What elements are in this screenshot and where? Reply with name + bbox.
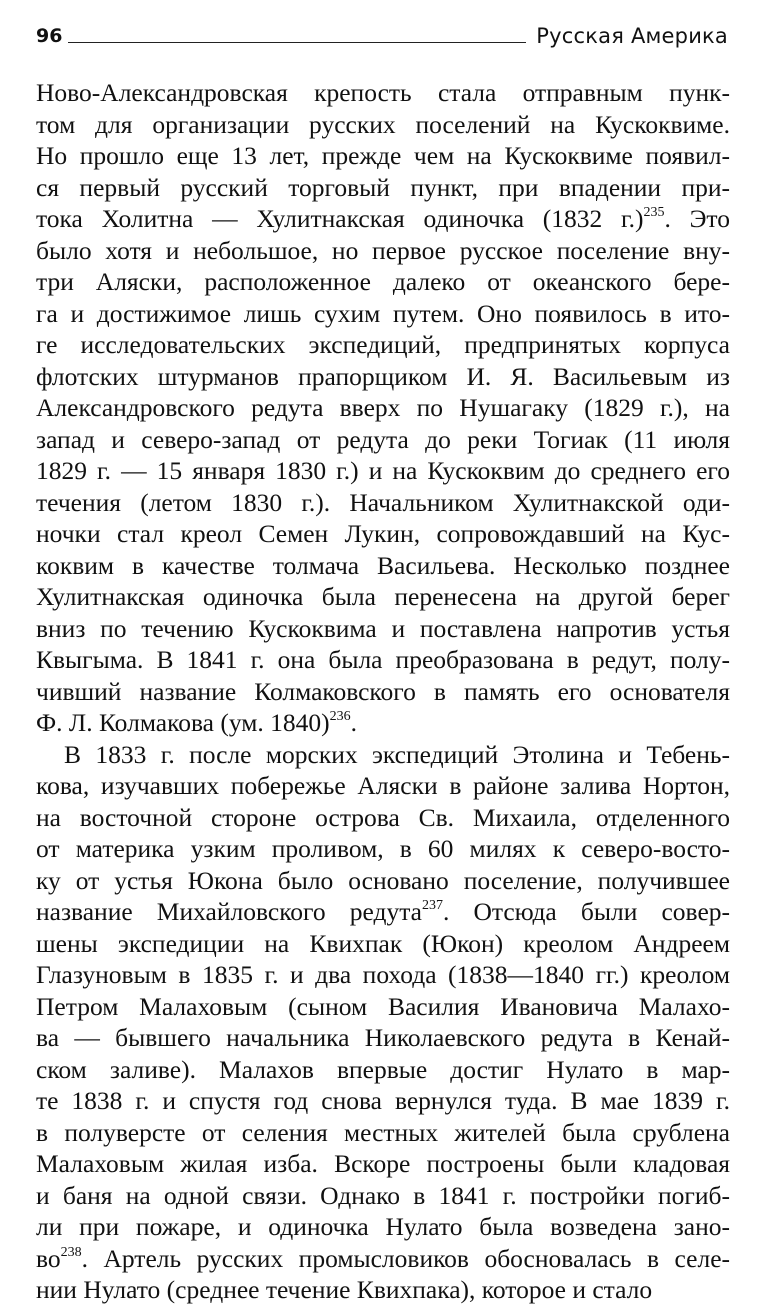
footnote-ref: 237	[421, 898, 443, 913]
line-text: ском заливе). Малахов впервые достиг Нулато в мар-	[36, 1054, 730, 1084]
text-line	[36, 140, 730, 172]
text-line	[36, 1211, 730, 1243]
text-line	[36, 172, 730, 204]
line-text-tail: . Отсюда были совер-	[442, 897, 731, 926]
line-text: название Михайловского редута	[36, 897, 422, 926]
line-text: флотских штурманов прапорщиком И. Я. Васильевым из	[36, 361, 730, 391]
line-text: ся первый русский торговый пункт, при впадении при-	[36, 172, 730, 202]
text-line	[36, 865, 730, 897]
line-text: от материка узким проливом, в 60 милях к северо-восто-	[36, 834, 730, 863]
text-line	[36, 329, 730, 361]
line-text-tail: . Артель русских промысловиков обосновалась в селе-	[81, 1243, 730, 1273]
line-text: том для организации русских поселений на Кускоквиме.	[36, 109, 730, 139]
text-line	[36, 266, 730, 298]
paragraph	[36, 77, 730, 739]
text-line	[36, 1148, 730, 1180]
line-text: В 1833 г. после морских экспедиций Этолина и Тебень-	[64, 739, 730, 769]
line-text: Но прошло еще 13 лет, прежде чем на Кускоквиме появил-	[36, 141, 730, 170]
line-text: Хулитнакская одиночка была перенесена на другой берег	[36, 582, 730, 611]
text-line	[36, 1085, 730, 1117]
text-line	[36, 361, 730, 393]
paragraph	[36, 739, 730, 1306]
text-line	[36, 1243, 730, 1275]
line-text: Ф. Л. Колмакова (ум. 1840)	[36, 708, 330, 737]
line-text: было хотя и небольшое, но первое русское поселение вну-	[36, 235, 730, 265]
text-line	[36, 802, 730, 834]
line-text: ку от устья Юкона было основано поселение, получившее	[36, 865, 730, 895]
header-rule	[68, 42, 526, 43]
text-line	[36, 1117, 730, 1149]
text-line	[36, 613, 730, 645]
text-line	[36, 676, 730, 708]
footnote-ref: 235	[643, 205, 665, 220]
line-text: во	[36, 1243, 61, 1273]
text-line	[36, 392, 730, 424]
line-text: ли при пожаре, и одиночка Нулато была возведена зано-	[36, 1212, 730, 1241]
line-text: ге исследовательских экспедиций, предпринятых корпуса	[36, 330, 730, 359]
line-text-tail: . Это	[664, 204, 730, 233]
text-line	[36, 424, 730, 456]
text-line	[36, 487, 730, 519]
line-text: те 1838 г. и спустя год снова вернулся туда. В мае 1839 г.	[36, 1086, 730, 1115]
text-line	[36, 77, 730, 109]
line-text: на восточной стороне острова Св. Михаила, отделенного	[36, 802, 730, 832]
line-text: течения (летом 1830 г.). Начальником Хулитнакской оди-	[36, 487, 730, 517]
line-text: Александровского редута вверх по Нушагаку (1829 г.), на	[36, 393, 730, 422]
line-text: нии Нулато (среднее течение Квихпака), которое и стало	[36, 1275, 653, 1304]
page-number: 96	[36, 25, 63, 47]
line-text: Малаховым жилая изба. Вскоре построены были кладовая	[36, 1149, 730, 1178]
line-text: вниз по течению Кускоквима и поставлена напротив устья	[36, 613, 730, 643]
line-text: га и достижимое лишь сухим путем. Оно появилось в ито-	[36, 298, 730, 328]
text-line	[36, 109, 730, 141]
line-text: в полуверсте от селения местных жителей была срублена	[36, 1117, 730, 1147]
text-line	[36, 1022, 730, 1054]
text-line	[36, 1180, 730, 1212]
text-line	[36, 707, 730, 739]
text-line	[36, 644, 730, 676]
line-text: чивший название Колмаковского в память его основателя	[36, 676, 730, 706]
running-head	[36, 18, 728, 48]
line-text: 1829 г. — 15 января 1830 г.) и на Кускоквим до среднего его	[36, 456, 730, 485]
text-line	[36, 1054, 730, 1086]
text-line	[36, 739, 730, 771]
text-line	[36, 298, 730, 330]
line-text: Петром Малаховым (сыном Василия Ивановича Малахо-	[36, 991, 730, 1021]
text-line	[36, 550, 730, 582]
footnote-ref: 236	[329, 709, 351, 724]
text-line	[36, 991, 730, 1023]
body-text	[36, 77, 730, 1306]
text-line	[36, 770, 730, 802]
line-text: Ново-Александровская крепость стала отправным пунк-	[36, 78, 730, 107]
running-title: Русская Америка	[536, 24, 728, 48]
line-text: ва — бывшего начальника Николаевского редута в Кенай-	[36, 1023, 730, 1052]
text-line	[36, 1274, 730, 1306]
text-line	[36, 928, 730, 960]
text-line	[36, 833, 730, 865]
line-text: запад и северо-запад от редута до реки Тогиак (11 июля	[36, 424, 730, 454]
text-line	[36, 581, 730, 613]
line-text: и баня на одной связи. Однако в 1841 г. постройки погиб-	[36, 1180, 730, 1210]
text-line	[36, 455, 730, 487]
line-text: кова, изучавших побережье Аляски в районе залива Нортон,	[36, 771, 730, 800]
line-text: шены экспедиции на Квихпак (Юкон) креолом Андреем	[36, 928, 730, 958]
text-line	[36, 959, 730, 991]
footnote-ref: 238	[60, 1244, 82, 1260]
line-text: три Аляски, расположенное далеко от океанского бере-	[36, 267, 730, 296]
line-text: ночки стал креол Семен Лукин, сопровождавший на Кус-	[36, 519, 730, 548]
line-text-tail: .	[350, 708, 357, 737]
line-text: Глазуновым в 1835 г. и два похода (1838—1840 гг.) креолом	[36, 960, 730, 989]
text-line	[36, 203, 730, 235]
line-text: Квыгыма. В 1841 г. она была преобразована в редут, полу-	[36, 645, 730, 674]
text-line	[36, 896, 730, 928]
text-line	[36, 518, 730, 550]
text-line	[36, 235, 730, 267]
line-text: коквим в качестве толмача Васильева. Несколько позднее	[36, 550, 730, 580]
line-text: тока Холитна — Хулитнакская одиночка (1832 г.)	[36, 204, 644, 233]
